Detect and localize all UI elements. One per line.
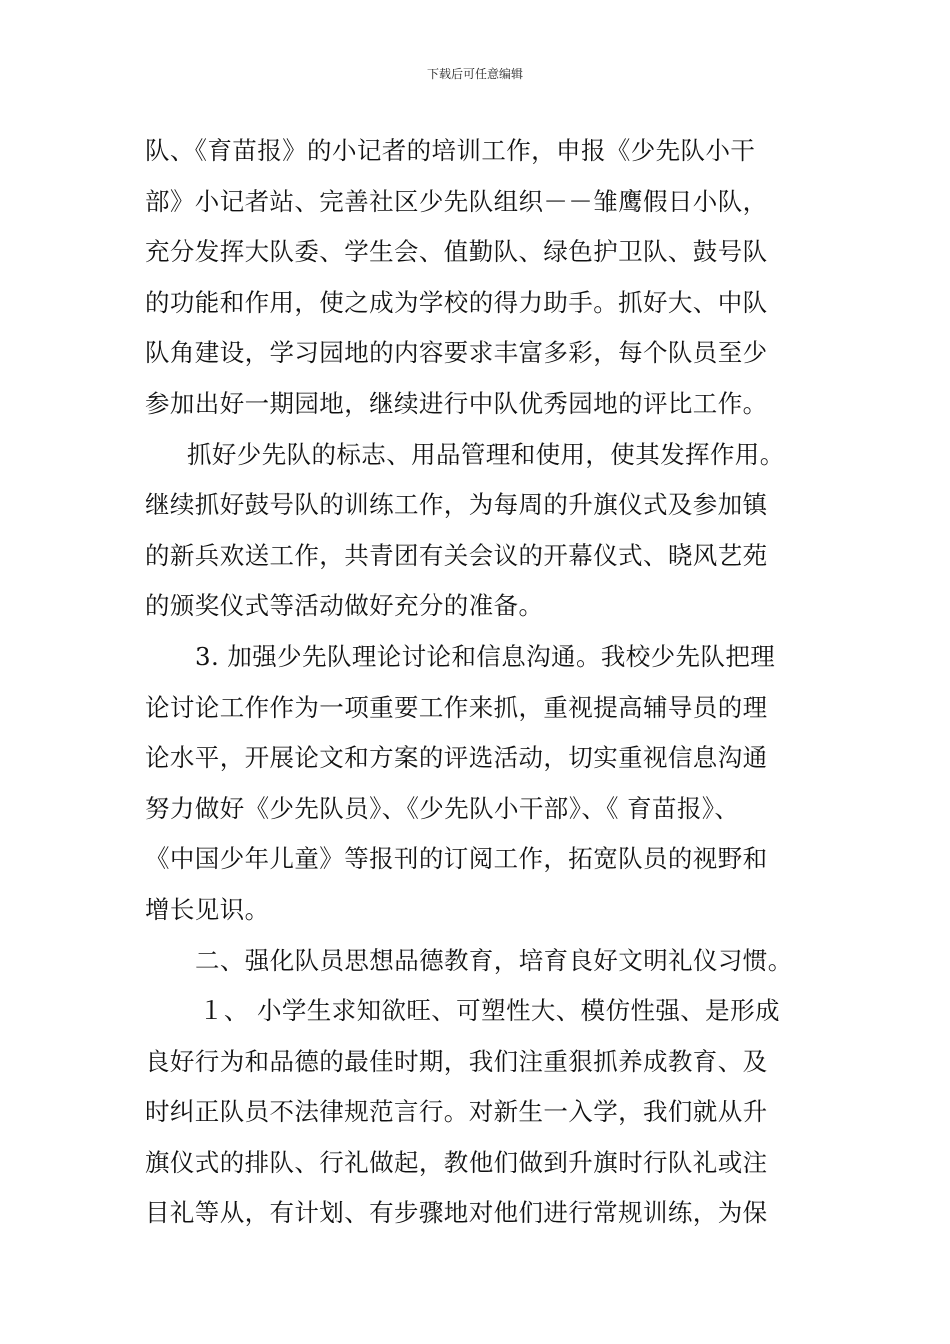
text-line: 部》小记者站、完善社区少先队组织－－雏鹰假日小队， [145, 186, 768, 216]
text-line: 目礼等从，有计划、有步骤地对他们进行常规训练，为保 [145, 1198, 768, 1228]
text-line: 良好行为和品德的最佳时期，我们注重狠抓养成教育、及 [145, 1046, 768, 1076]
text-line: 努力做好《少先队员》、《少先队小干部》、《 育苗报》、 [145, 793, 740, 823]
text-line: 继续抓好鼓号队的训练工作，为每周的升旗仪式及参加镇 [145, 490, 768, 520]
section-heading-line: 二、强化队员思想品德教育，培育良好文明礼仪习惯。 [195, 945, 793, 975]
text-line: 充分发挥大队委、学生会、值勤队、绿色护卫队、鼓号队 [145, 237, 768, 267]
text-line: 的功能和作用，使之成为学校的得力助手。抓好大、中队 [145, 287, 768, 317]
text-line: 增长见识。 [145, 894, 270, 924]
paragraph-start-line: １、 小学生求知欲旺、可塑性大、模仿性强、是形成 [199, 996, 780, 1026]
paragraph-start-line: 抓好少先队的标志、用品管理和使用，使其发挥作用。 [187, 439, 785, 469]
text-line: 《中国少年儿童》等报刊的订阅工作，拓宽队员的视野和 [145, 844, 768, 874]
text-line: 论讨论工作作为一项重要工作来抓，重视提高辅导员的理 [145, 692, 768, 722]
text-line: 队角建设，学习园地的内容要求丰富多彩，每个队员至少 [145, 338, 768, 368]
text-line: 的新兵欢送工作，共青团有关会议的开幕仪式、晓风艺苑 [145, 540, 768, 570]
text-line: 旗仪式的排队、行礼做起，教他们做到升旗时行队礼或注 [145, 1147, 768, 1177]
text-line: 的颁奖仪式等活动做好充分的准备。 [145, 591, 544, 621]
header-note: 下载后可任意编辑 [426, 67, 523, 81]
document-body [145, 126, 825, 1239]
text-line: 队、《育苗报》的小记者的培训工作，申报《少先队小干 [145, 136, 756, 165]
text-line: 论水平，开展论文和方案的评选活动，切实重视信息沟通 [145, 743, 768, 773]
text-line: 时纠正队员不法律规范言行。对新生一入学，我们就从升 [145, 1097, 768, 1127]
paragraph-start-line: 3. 加强少先队理论讨论和信息沟通。我校少先队把理 [195, 641, 776, 671]
text-line: 参加出好一期园地，继续进行中队优秀园地的评比工作。 [145, 388, 768, 418]
